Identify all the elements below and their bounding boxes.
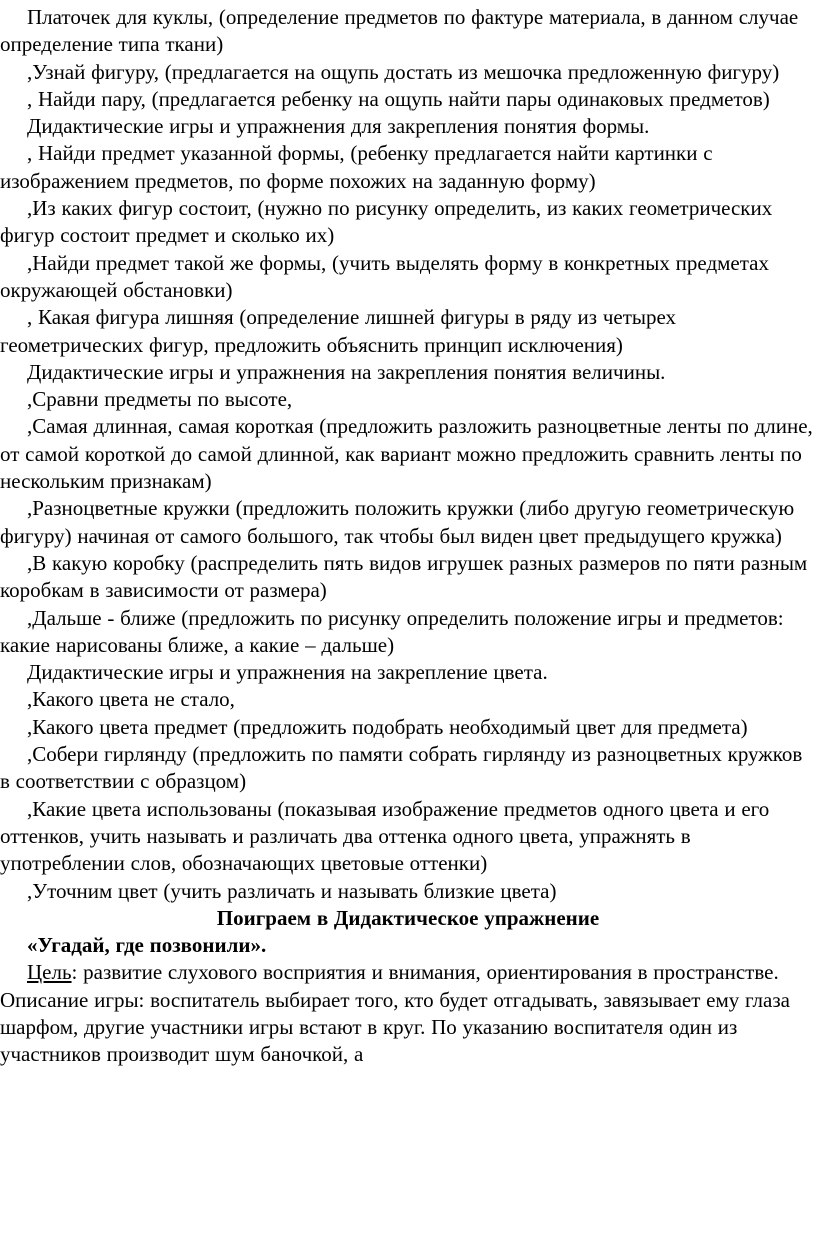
- section-heading-color: Дидактические игры и упражнения на закрепление цвета.: [27, 660, 548, 685]
- paragraph-14: ,Дальше - ближе (предложить по рисунку определить положение игры и предметов: какие нарисованы ближе, а какие – дальше): [0, 605, 784, 657]
- section-heading-form: Дидактические игры и упражнения для закрепления понятия формы.: [27, 114, 650, 139]
- game-description: Описание игры: воспитатель выбирает того, кто будет отгадывать, завязывает ему глаза шарфом, другие участники игры встают в круг. По указанию воспитателя один из участников производит шум баночкой, а: [0, 987, 790, 1067]
- paragraph-6: ,Из каких фигур состоит, (нужно по рисунку определить, из каких геометрических фигур состоит предмет и сколько их): [0, 196, 773, 248]
- paragraph-8: , Какая фигура лишняя (определение лишней фигуры в ряду из четырех геометрических фигур, предложить объяснить принцип исключения): [0, 305, 677, 357]
- paragraph-1: Платочек для куклы, (определение предметов по фактуре материала, в данном случае определение типа ткани): [0, 5, 799, 57]
- document-page: [0, 4, 816, 1069]
- goal-text: : развитие слухового восприятия и внимания, ориентирования в пространстве.: [71, 960, 779, 985]
- paragraph-13: ,В какую коробку (распределить пять видов игрушек разных размеров по пяти разным коробкам в зависимости от размера): [0, 550, 808, 603]
- game-title: «Угадай, где позвонили».: [27, 933, 267, 958]
- paragraph-17: ,Какого цвета предмет (предложить подобрать необходимый цвет для предмета): [27, 714, 748, 739]
- paragraph-5: , Найди предмет указанной формы, (ребенку предлагается найти картинки с изображением предметов, по форме похожих на заданную форму): [0, 141, 713, 193]
- goal-paragraph: [0, 959, 816, 986]
- game-heading: Поиграем в Дидактическое упражнение: [216, 905, 600, 930]
- section-heading-size: Дидактические игры и упражнения на закрепления понятия величины.: [27, 359, 666, 384]
- paragraph-10: ,Сравни предметы по высоте,: [27, 387, 293, 412]
- paragraph-16: ,Какого цвета не стало,: [27, 687, 235, 712]
- paragraph-11: ,Самая длинная, самая короткая (предложить разложить разноцветные ленты по длине, от самой короткой до самой длинной, как вариант можно предложить сравнить ленты по нескольким признакам): [0, 414, 813, 494]
- paragraph-2: ,Узнай фигуру, (предлагается на ощупь достать из мешочка предложенную фигуру): [27, 59, 780, 84]
- paragraph-18: ,Собери гирлянду (предложить по памяти собрать гирлянду из разноцветных кружков в соответствии с образцом): [0, 742, 803, 794]
- paragraph-19: ,Какие цвета использованы (показывая изображение предметов одного цвета и его оттенков, учить называть и различать два оттенка одного цвета, упражнять в употреблении слов, обозначающих цветовые оттенки): [0, 796, 770, 876]
- paragraph-7: ,Найди предмет такой же формы, (учить выделять форму в конкретных предметах окружающей обстановки): [0, 250, 769, 302]
- paragraph-12: ,Разноцветные кружки (предложить положить кружки (либо другую геометрическую фигуру) начиная от самого большого, так чтобы был виден цвет предыдущего кружка): [0, 496, 795, 548]
- paragraph-20: ,Уточним цвет (учить различать и называть близкие цвета): [27, 878, 557, 903]
- paragraph-3: , Найди пару, (предлагается ребенку на ощупь найти пары одинаковых предметов): [27, 86, 770, 111]
- goal-label: Цель: [27, 960, 72, 985]
